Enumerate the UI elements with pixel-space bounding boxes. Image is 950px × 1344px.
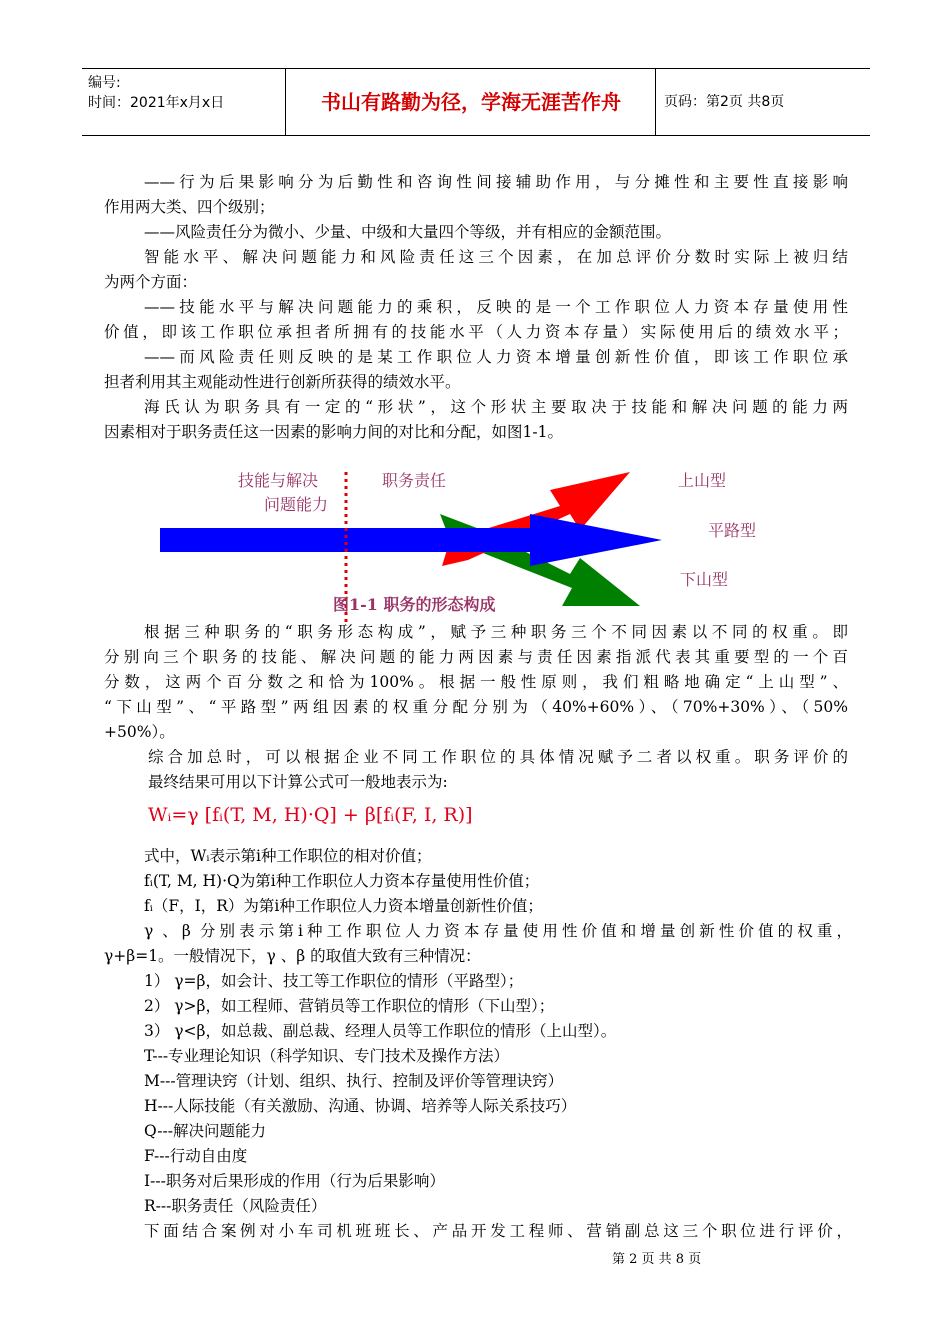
formula: Wᵢ=γ [fᵢ(T, M, H)·Q] + β[fᵢ(F, I, R)] [148, 804, 473, 826]
body-line: ——技能水平与解决问题能力的乘积，反映的是一个工作职位人力资本存量使用性 [144, 298, 848, 316]
body-line: F---行动自由度 [144, 1147, 248, 1165]
page-header [82, 68, 870, 136]
body-line: 2） γ>β，如工程师、营销员等工作职位的情形（下山型）； [144, 997, 555, 1015]
body-line: 式中，Wᵢ表示第i种工作职位的相对价值； [144, 847, 432, 865]
label-duty: 职务责任 [382, 471, 447, 490]
body-line: fᵢ（F，I，R）为第i种工作职位人力资本增量创新性价值； [144, 897, 543, 915]
body-line: fᵢ(T, M, H)·Q为第i种工作职位人力资本存量使用性价值； [144, 872, 540, 890]
header-divider [655, 69, 656, 135]
page-footer: 第 2 页 共 8 页 [612, 1252, 702, 1267]
body-line: 分数，这两个百分数之和恰为100%。根据一般性原则，我们粗略地确定“上山型”、 [104, 673, 848, 691]
number-label: 编号: [88, 75, 121, 91]
label-skill-2: 问题能力 [264, 495, 329, 514]
body-line: ——行为后果影响分为后勤性和咨询性间接辅助作用，与分摊性和主要性直接影响 [144, 173, 848, 191]
job-shape-figure [150, 462, 800, 622]
body-line: 为两个方面： [104, 273, 198, 291]
body-line: “下山型”、“平路型”两组因素的权重分配分别为（40%+60%）、（70%+30%）、（50% [104, 698, 848, 716]
body-line: 综合加总时，可以根据企业不同工作职位的具体情况赋予二者以权重。职务评价的 [148, 748, 848, 766]
body-line: I---职务对后果形成的作用（行为后果影响） [144, 1172, 445, 1190]
body-line: γ 、β 分别表示第i种工作职位人力资本存量使用性价值和增量创新性价值的权重， [144, 922, 852, 940]
label-skill-1: 技能与解决 [238, 471, 319, 490]
body-line: 作用两大类、四个级别； [104, 198, 275, 216]
body-line: 海氏认为职务具有一定的“形状”，这个形状主要取决于技能和解决问题的能力两 [144, 398, 848, 416]
body-line: T---专业理论知识（科学知识、专门技术及操作方法） [144, 1047, 510, 1065]
body-line: γ+β=1。一般情况下，γ 、β 的取值大致有三种情况： [104, 947, 481, 965]
body-line: 分别向三个职务的技能、解决问题的能力两因素与责任因素指派代表其重要型的一个百 [104, 648, 848, 666]
body-line: +50%）。 [104, 723, 175, 741]
figure-caption: 图1-1 职务的形态构成 [333, 595, 496, 614]
label-flat: 平路型 [708, 521, 757, 540]
body-line: 3） γ<β，如总裁、副总裁、经理人员等工作职位的情形（上山型）。 [144, 1022, 617, 1040]
body-line: Q---解决问题能力 [144, 1122, 266, 1140]
body-line: 智能水平、解决问题能力和风险责任这三个因素，在加总评价分数时实际上被归结 [144, 248, 848, 266]
body-line: 担者利用其主观能动性进行创新所获得的绩效水平。 [104, 373, 461, 391]
body-line: 根据三种职务的“职务形态构成”，赋予三种职务三个不同因素以不同的权重。即 [144, 623, 848, 641]
body-line: 1） γ=β，如会计、技工等工作职位的情形（平路型）； [144, 972, 524, 990]
body-line: ——风险责任分为微小、少量、中级和大量四个等级，并有相应的金额范围。 [144, 223, 672, 241]
body-line: M---管理诀窍（计划、组织、执行、控制及评价等管理诀窍） [144, 1072, 564, 1090]
label-up: 上山型 [678, 471, 727, 490]
body-line: ——而风险责任则反映的是某工作职位人力资本增量创新性价值，即该工作职位承 [144, 348, 848, 366]
body-line: 价值，即该工作职位承担者所拥有的技能水平（人力资本存量）实际使用后的绩效水平； [104, 323, 848, 341]
body-line: 最终结果可用以下计算公式可一般地表示为: [148, 773, 448, 791]
header-motto: 书山有路勤为径，学海无涯苦作舟 [321, 90, 621, 114]
body-line: R---职务责任（风险责任） [144, 1197, 327, 1215]
header-page-label: 页码：第2页 共8页 [664, 94, 785, 110]
date-label: 时间：2021年x月x日 [88, 95, 225, 111]
body-line: 下面结合案例对小车司机班班长、产品开发工程师、营销副总这三个职位进行评价， [144, 1222, 852, 1240]
body-line: H---人际技能（有关激励、沟通、协调、培养等人际关系技巧） [144, 1097, 577, 1115]
label-down: 下山型 [680, 570, 729, 589]
header-meta [88, 73, 288, 113]
header-divider [285, 69, 286, 135]
body-line: 因素相对于职务责任这一因素的影响力间的对比和分配，如图1-1。 [104, 423, 563, 441]
